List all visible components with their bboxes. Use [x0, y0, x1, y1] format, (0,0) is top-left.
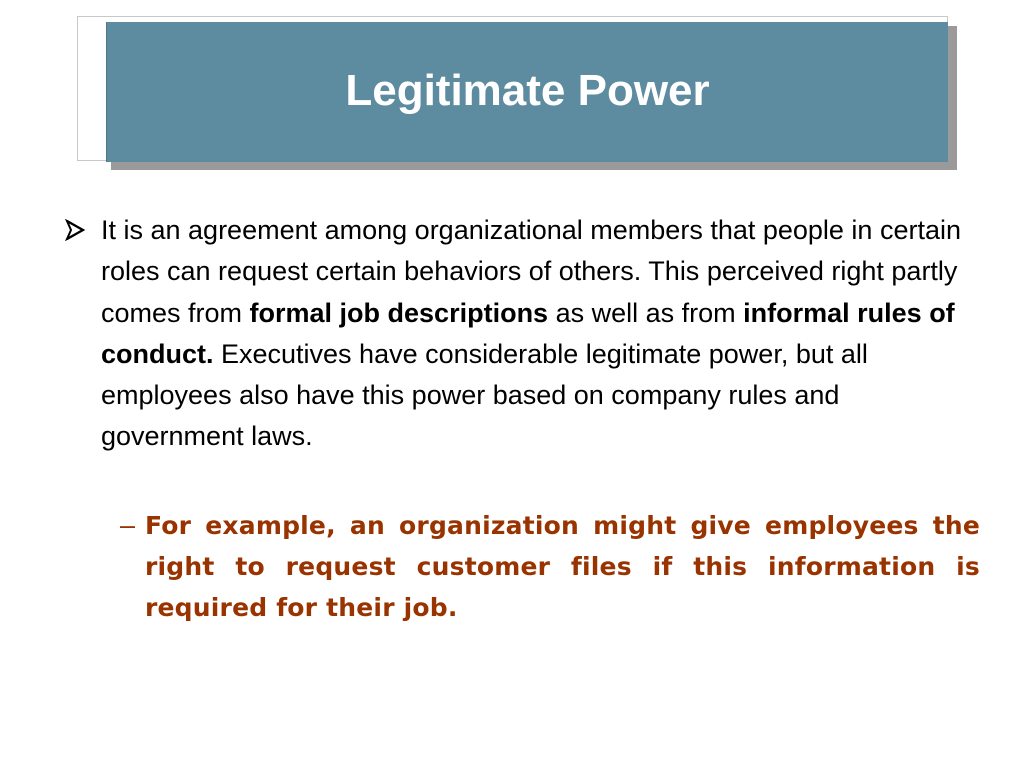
bold-term-formal-job-descriptions: formal job descriptions: [249, 297, 549, 328]
sub-bullet-text: For example, an organization might give employees the right to request customer files if this information is required for their job.: [145, 511, 980, 622]
bullet-text-part-1: It is an agreement among organizational members that people in certain roles can request certain behaviors of others. This perceived right partly comes from: [101, 215, 961, 328]
bold-term-informal-rules: informal rules of conduct.: [101, 297, 955, 369]
bullet-text-part-3: Executives have considerable legitimate power, but all employees also have this power based on company rules and government laws.: [101, 338, 868, 452]
slide-title: Legitimate Power: [345, 66, 710, 115]
main-bullet-text: [101, 210, 974, 458]
main-bullet: [64, 210, 974, 458]
dash-bullet-icon: –: [120, 510, 136, 540]
title-banner: [106, 22, 948, 162]
bullet-text-part-2: as well as from: [548, 297, 744, 328]
arrowhead-bullet-icon: [64, 210, 101, 250]
sub-bullet: [120, 505, 980, 628]
